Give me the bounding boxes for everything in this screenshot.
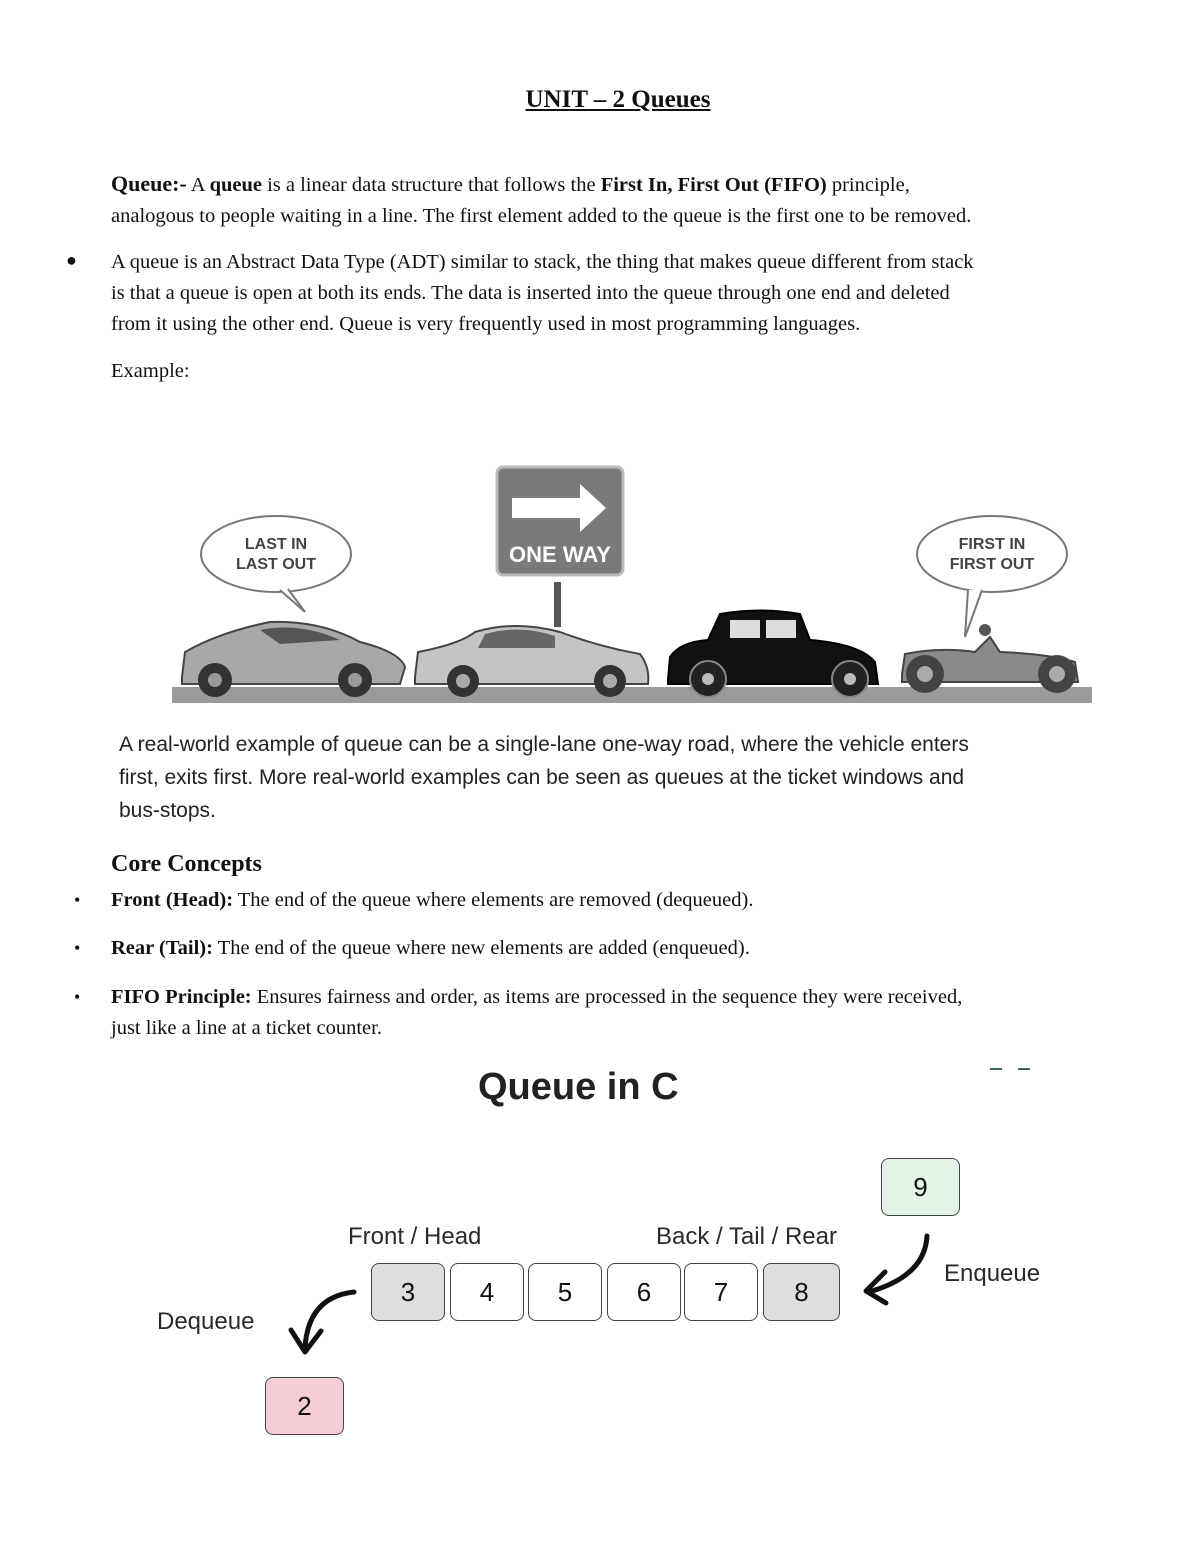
concept-text: Ensures fairness and order, as items are processed in the sequence they were received, <box>251 986 963 1008</box>
concept-term: FIFO Principle: <box>111 986 252 1008</box>
dequeue-arrow-icon <box>291 1292 354 1352</box>
definition-text-a: A <box>186 174 210 196</box>
caption-line: first, exits first. More real-world examples can be seen as queues at the ticket windows and <box>119 766 965 789</box>
bubble-left-line2: LAST OUT <box>236 556 316 573</box>
concept-term: Front (Head): <box>111 889 234 911</box>
definition-text-b: is a linear data structure that follows the <box>261 174 601 196</box>
bubble-right-line2: FIRST OUT <box>949 556 1035 573</box>
bullet-icon: • <box>74 987 81 1007</box>
adt-line: is that a queue is open at both its ends. The data is inserted into the queue through one end and deleted <box>111 282 950 304</box>
queue-item: 3 <box>371 1263 445 1321</box>
enqueue-arrow-icon <box>866 1236 927 1303</box>
concept-text-continued: just like a line at a ticket counter. <box>111 1017 382 1039</box>
dequeue-label: Dequeue <box>157 1308 255 1335</box>
sign-text: ONE WAY <box>509 542 611 567</box>
definition-term: Queue:- <box>111 171 187 196</box>
bubble-left-line1: LAST IN <box>244 536 308 553</box>
incoming-item: 9 <box>881 1158 960 1216</box>
adt-line: from it using the other end. Queue is very frequently used in most programming languages. <box>111 313 861 335</box>
definition-fifo: First In, First Out (FIFO) <box>600 174 827 196</box>
enqueue-label: Enqueue <box>944 1260 1041 1287</box>
page-title: UNIT – 2 Queues <box>525 86 711 113</box>
bullet-icon: ● <box>66 250 77 270</box>
queue-item: 7 <box>684 1263 758 1321</box>
queue-item: 4 <box>450 1263 524 1321</box>
outgoing-item: 2 <box>265 1377 344 1435</box>
caption-line: A real-world example of queue can be a single-lane one-way road, where the vehicle enters <box>119 733 969 756</box>
definition-line-2: analogous to people waiting in a line. The first element added to the queue is the first one to be removed. <box>111 205 972 227</box>
concept-text: The end of the queue where elements are removed (dequeued). <box>233 889 754 911</box>
queue-item: 6 <box>607 1263 681 1321</box>
caption-line: bus-stops. <box>119 799 216 822</box>
concept-text: The end of the queue where new elements are added (enqueued). <box>212 937 750 959</box>
queue-item: 8 <box>763 1263 840 1321</box>
bullet-icon: • <box>74 938 81 958</box>
bullet-icon: • <box>74 890 81 910</box>
example-label: Example: <box>111 360 190 382</box>
definition-text-c: principle, <box>826 174 910 196</box>
concept-term: Rear (Tail): <box>111 937 213 959</box>
queue-diagram-title: Queue in C <box>478 1066 679 1108</box>
core-concepts-heading: Core Concepts <box>111 851 262 877</box>
queue-item: 5 <box>528 1263 602 1321</box>
definition-queue-word: queue <box>209 174 262 196</box>
adt-line: A queue is an Abstract Data Type (ADT) similar to stack, the thing that makes queue different from stack <box>111 251 974 273</box>
back-tail-label: Back / Tail / Rear <box>656 1223 837 1250</box>
front-head-label: Front / Head <box>348 1223 482 1250</box>
bubble-right-line1: FIRST IN <box>958 536 1026 553</box>
